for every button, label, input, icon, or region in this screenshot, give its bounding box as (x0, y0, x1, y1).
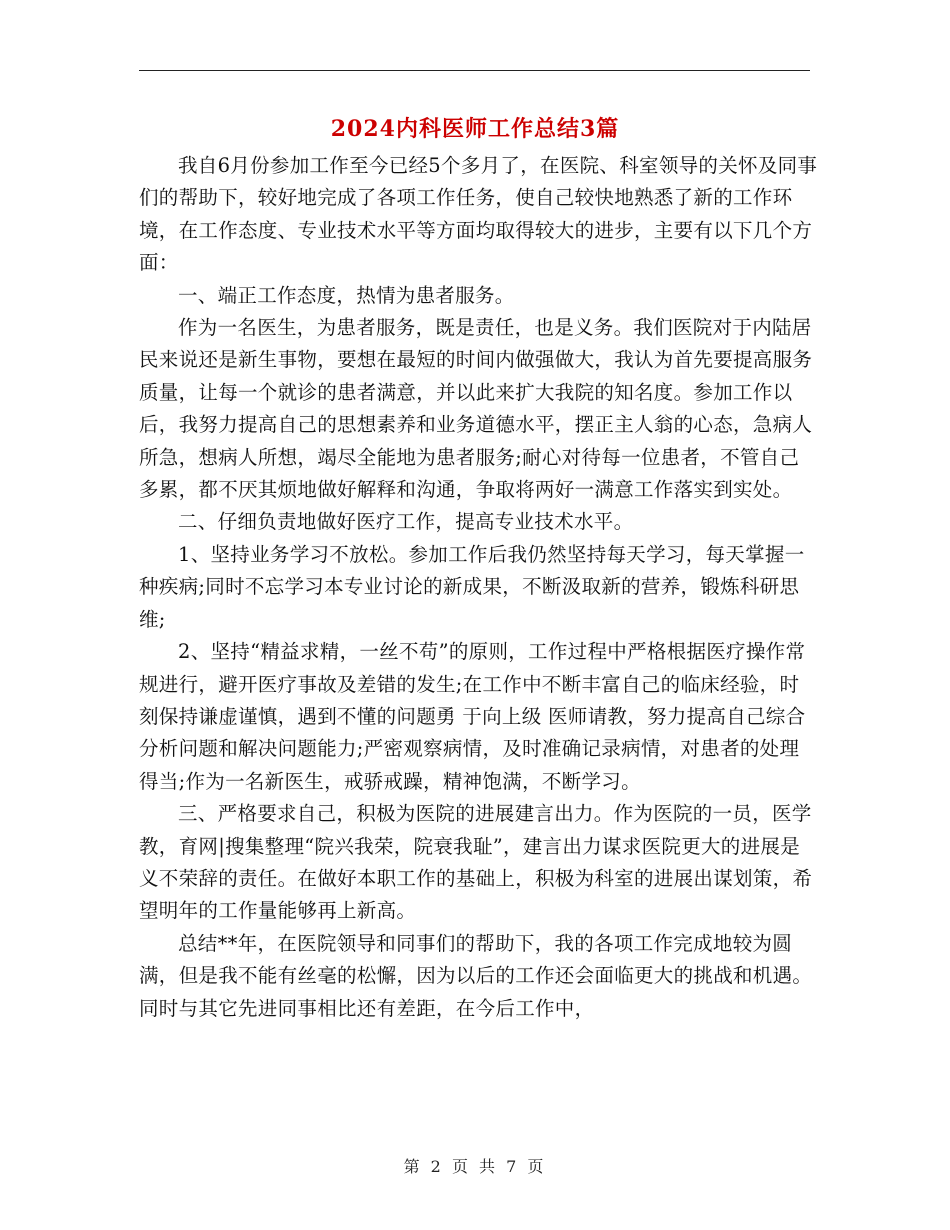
paragraph: 1、坚持业务学习不放松。参加工作后我仍然坚持每天学习，每天掌握一种疾病;同时不忘学习本专业讨论的新成果，不断汲取新的营养，锻炼科研思维; (139, 542, 805, 631)
paragraph: 总结**年，在医院领导和同事们的帮助下，我的各项工作完成地较为圆满，但是我不能有丝毫的松懈，因为以后的工作还会面临更大的挑战和机遇。同时与其它先进同事相比还有差距，在今后工作中， (139, 931, 813, 1020)
page-footer: 第 2 页 共 7 页 (403, 1157, 547, 1176)
paragraph: 作为一名医生，为患者服务，既是责任，也是义务。我们医院对于内陆居民来说还是新生事物，要想在最短的时间内做强做大，我认为首先要提高服务质量，让每一个就诊的患者满意，并以此来扩大我院的知名度。参加工作以后，我努力提高自己的思想素养和业务道德水平，摆正主人翁的心态，急病人所急，想病人所想，竭尽全能地为患者服务;耐心对待每一位患者，不管自己多累，都不厌其烦地做好解释和沟通，争取将两好一满意工作落实到实处。 (139, 316, 813, 502)
paragraph: 一、端正工作态度，热情为患者服务。 (178, 283, 515, 307)
paragraph: 2、坚持“精益求精，一丝不苟”的原则，工作过程中严格根据医疗操作常规进行，避开医疗事故及差错的发生;在工作中不断丰富自己的临床经验，时刻保持谦虚谨慎，遇到不懂的问题勇 于向上级 医师请教，努力提高自己综合分析问题和解决问题能力;严密观察病情，及时准确记录病情，对患者的处理得当;作为一名新医生，戒骄戒躁，精神饱满，不断学习。 (139, 640, 806, 793)
paragraph: 三、严格要求自己，积极为医院的进展建言出力。作为医院的一员，医学教，育网|搜集整理“院兴我荣，院衰我耻”，建言出力谋求医院更大的进展是义不荣辞的责任。在做好本职工作的基础上，积极为科室的进展出谋划策，希望明年的工作量能够再上新高。 (139, 802, 813, 923)
document-title: 2024内科医师工作总结3篇 (330, 116, 620, 142)
header-rule (139, 70, 810, 71)
paragraph: 我自6月份参加工作至今已经5个多月了，在医院、科室领导的关怀及同事们的帮助下，较好地完成了各项工作任务，使自己较快地熟悉了新的工作环境，在工作态度、专业技术水平等方面均取得较大的进步，主要有以下几个方面： (139, 154, 818, 275)
document-body (139, 150, 819, 1025)
paragraph: 二、仔细负责地做好医疗工作，提高专业技术水平。 (178, 510, 634, 534)
